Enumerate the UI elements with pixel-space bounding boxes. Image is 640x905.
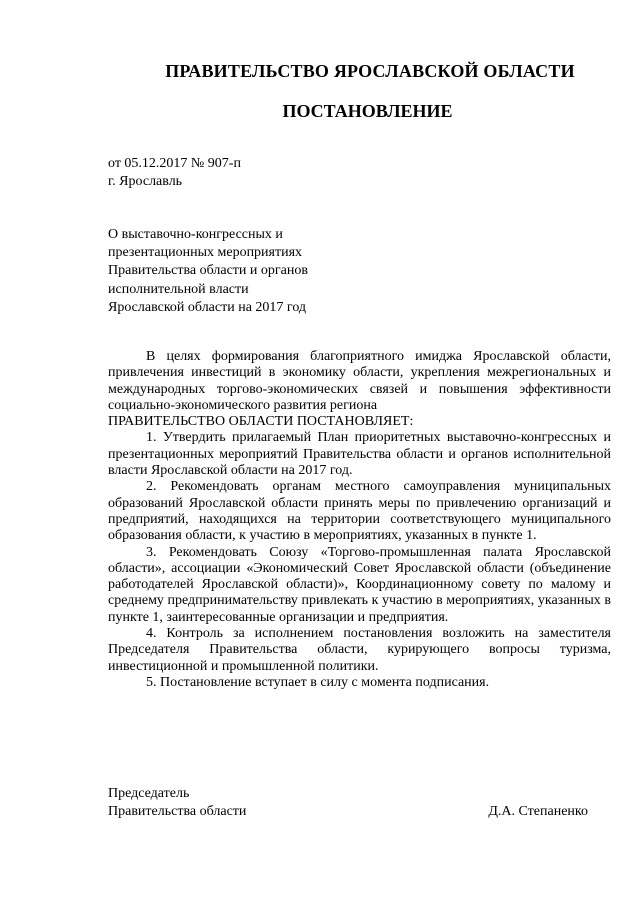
subject-line: исполнительной власти <box>108 281 249 297</box>
subject-line: Ярославской области на 2017 год <box>108 299 307 315</box>
document-body <box>108 349 611 691</box>
resolves-line: ПРАВИТЕЛЬСТВО ОБЛАСТИ ПОСТАНОВЛЯЕТ: <box>108 414 414 430</box>
signature-row <box>108 803 611 821</box>
preamble-paragraph: В целях формирования благоприятного имиджа Ярославской области, привлечения инвестиций в экономику области, укрепления межрегиональных и международных торгово-экономических связей и повышения эффективности социально-экономического развития региона <box>108 349 611 413</box>
item-paragraph: 5. Постановление вступает в силу с момента подписания. <box>146 674 490 690</box>
organization-title: ПРАВИТЕЛЬСТВО ЯРОСЛАВСКОЙ ОБЛАСТИ <box>165 61 575 81</box>
date-number: от 05.12.2017 № 907-п <box>108 156 241 171</box>
item-paragraph: 3. Рекомендовать Союзу «Торгово-промышленная палата Ярославской области», ассоциации «Экономический Совет Ярославской области (объединение работодателей Ярославской области)», Координационному совету по малому и среднему предпринимательству привлекать к участию в мероприятиях, указанных в пункте 1, заинтересованные организации и предприятия. <box>108 544 611 625</box>
subject-line: О выставочно-конгрессных и <box>108 227 283 242</box>
document-type-title: ПОСТАНОВЛЕНИЕ <box>282 101 453 121</box>
signer-position-line2: Правительства области <box>108 804 247 819</box>
item-paragraph: 4. Контроль за исполнением постановления возложить на заместителя Председателя Правительства области, курирующего вопросы туризма, инвестиционной и промышленной политики. <box>108 626 611 674</box>
signer-position-line1: Председатель <box>108 786 190 801</box>
document-subject <box>108 226 368 317</box>
subject-line: презентационных мероприятиях <box>108 245 303 261</box>
signature-block <box>108 785 611 821</box>
subject-line: Правительства области и органов <box>108 263 308 279</box>
item-paragraph: 2. Рекомендовать органам местного самоуправления муниципальных образований Ярославской области принять меры по привлечению организаций и предприятий, находящихся на территории соответствующего муниципального образования области, к участию в мероприятиях, указанных в пункте 1. <box>108 479 611 544</box>
item-paragraph: 1. Утвердить прилагаемый План приоритетных выставочно-конгрессных и презентационных мероприятий Правительства области и органов исполнительной власти Ярославской области на 2017 год. <box>108 430 611 479</box>
signer-name: Д.А. Степаненко <box>488 804 588 819</box>
city: г. Ярославль <box>108 174 183 189</box>
